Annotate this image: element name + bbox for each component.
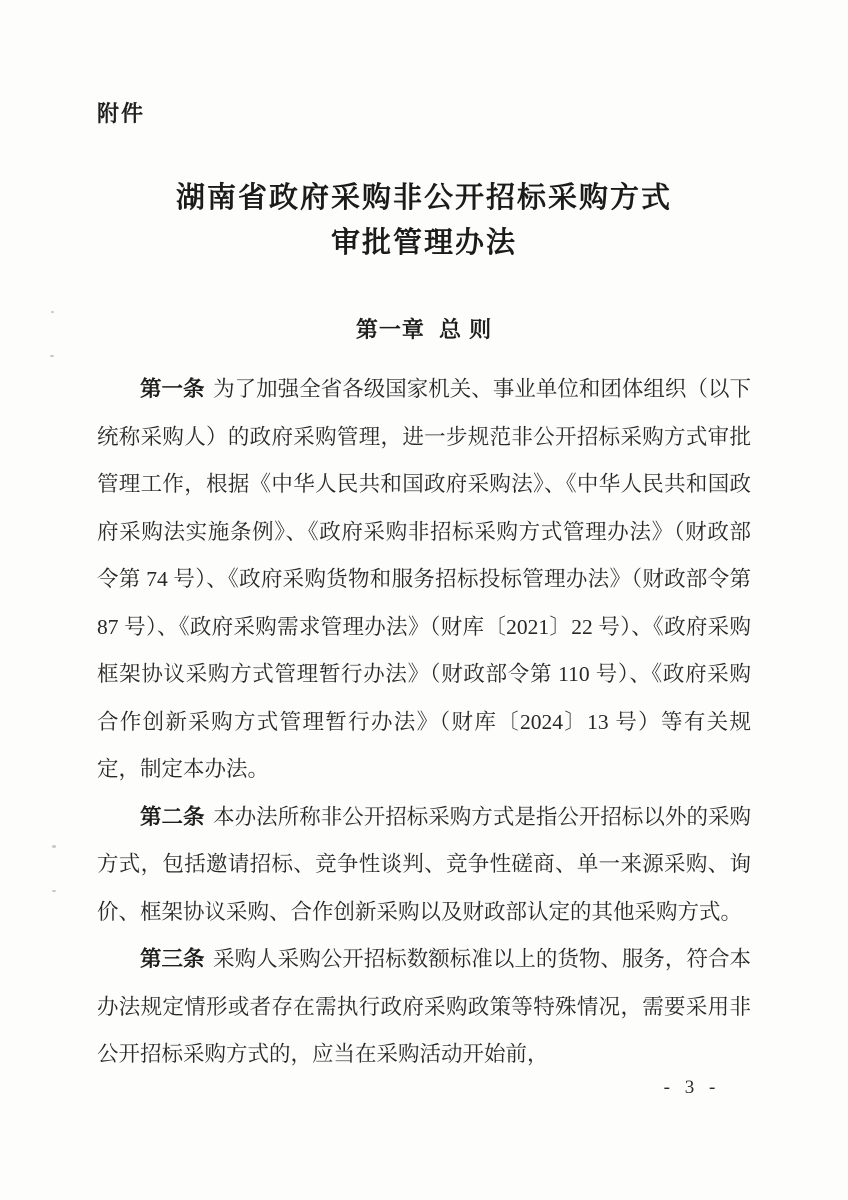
page-number: - 3 - (663, 1077, 721, 1098)
scan-speckle (51, 311, 54, 313)
article-number: 第一条 (140, 377, 205, 401)
article-number: 第二条 (140, 804, 205, 829)
body-paragraph (97, 936, 751, 1079)
article-text: 本办法所称非公开招标采购方式是指公开招标以外的采购方式，包括邀请招标、竞争性谈判、竞争性磋商、单一来源采购、询价、框架协议采购、合作创新采购以及财政部认定的其他采购方式。 (97, 804, 751, 924)
body-paragraph (97, 794, 751, 937)
article-text: 采购人采购公开招标数额标准以上的货物、服务，符合本办法规定情形或者存在需执行政府采购政策等特殊情况，需要采用非公开招标采购方式的，应当在采购活动开始前， (97, 947, 751, 1066)
scan-speckle (52, 845, 56, 848)
scan-speckle (52, 890, 56, 892)
chapter-heading: 第一章 总 则 (355, 317, 493, 342)
document-title-line-2: 审批管理办法 (330, 227, 517, 259)
document-title (0, 176, 848, 266)
attachment-label: 附件 (97, 101, 146, 126)
document-body (97, 366, 751, 1079)
body-paragraph (97, 366, 751, 794)
scan-speckle (50, 355, 54, 357)
document-title-line-1: 湖南省政府采购非公开招标采购方式 (175, 182, 672, 214)
article-text: 为了加强全省各级国家机关、事业单位和团体组织（以下统称采购人）的政府采购管理，进一步规范非公开招标采购方式审批管理工作，根据《中华人民共和国政府采购法》、《中华人民共和国政府采购法实施条例》、《政府采购非招标采购方式管理办法》（财政部令第 74 号）、《政府采购货物和服务招标投标管理办法》（财政部令第 87 号）、《政府采购需求管理办法》（财库〔2021〕22 号）、《政府采购框架协议采购方式管理暂行办法》（财政部令第 110 号）、《政府采购合作创新采购方式管理暂行办法》（财库〔2024〕13 号）等有关规定，制定本办法。 (97, 377, 751, 781)
article-number: 第三条 (140, 947, 205, 971)
